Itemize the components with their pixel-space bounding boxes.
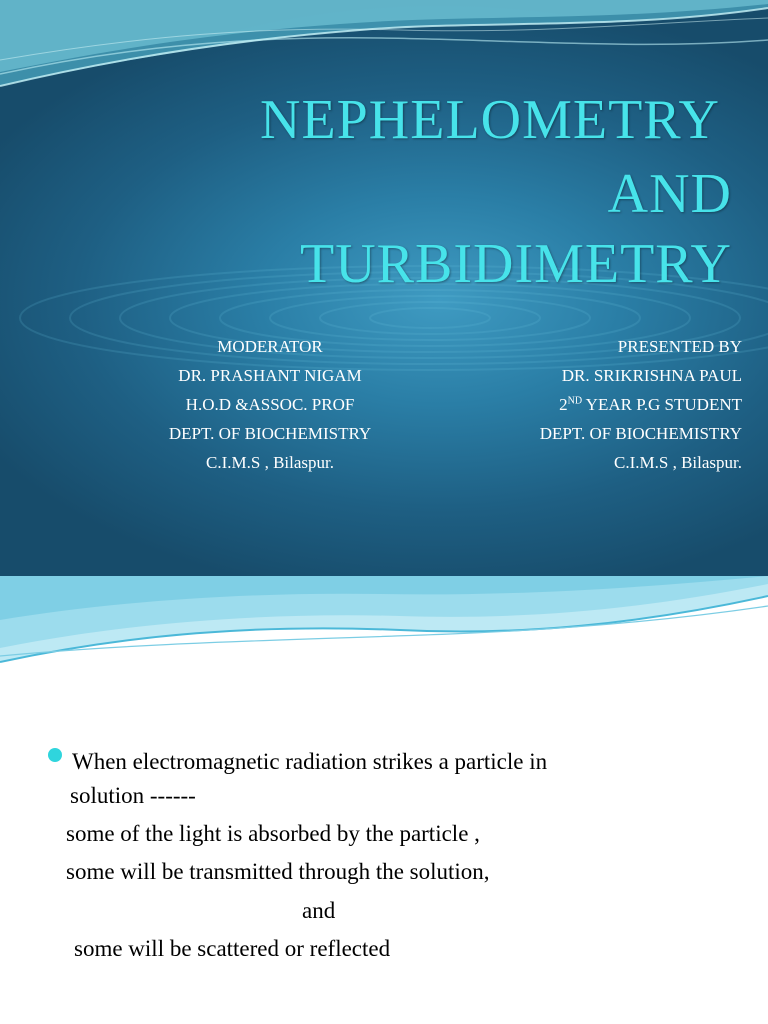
presenter-name: DR. SRIKRISHNA PAUL <box>561 366 742 385</box>
bullet-line-2: solution ------ <box>70 783 196 808</box>
presenter-block <box>540 332 742 477</box>
moderator-designation: H.O.D &ASSOC. PROF <box>185 395 355 414</box>
presenter-year-sup: ND <box>567 395 583 407</box>
title-line-2: AND <box>607 163 732 225</box>
content-line-4: some will be transmitted through the solution, <box>66 859 490 884</box>
title-line-1: NEPHELOMETRY <box>260 89 720 151</box>
moderator-heading: MODERATOR <box>217 337 323 356</box>
presenter-department: DEPT. OF BIOCHEMISTRY <box>539 424 742 443</box>
top-wave-decoration <box>0 576 768 686</box>
presenter-year-prefix: 2 <box>559 395 568 414</box>
moderator-institution: C.I.M.S , Bilaspur. <box>206 453 334 472</box>
presenter-year <box>540 390 742 419</box>
presenter-heading: PRESENTED BY <box>617 337 742 356</box>
content-line-5: and <box>302 898 336 923</box>
bullet-line-1: When electromagnetic radiation strikes a particle in <box>72 749 548 774</box>
moderator-name: DR. PRASHANT NIGAM <box>178 366 362 385</box>
presenter-year-rest: YEAR P.G STUDENT <box>582 395 742 414</box>
content-line-3: some of the light is absorbed by the particle , <box>66 821 480 846</box>
moderator-department: DEPT. OF BIOCHEMISTRY <box>168 424 372 443</box>
content-line-6: some will be scattered or reflected <box>74 936 391 961</box>
presenter-institution: C.I.M.S , Bilaspur. <box>614 453 742 472</box>
title-line-3: TURBIDIMETRY <box>300 233 732 295</box>
bullet-icon <box>48 748 62 762</box>
content-slide <box>0 576 768 1024</box>
moderator-block <box>140 332 400 477</box>
